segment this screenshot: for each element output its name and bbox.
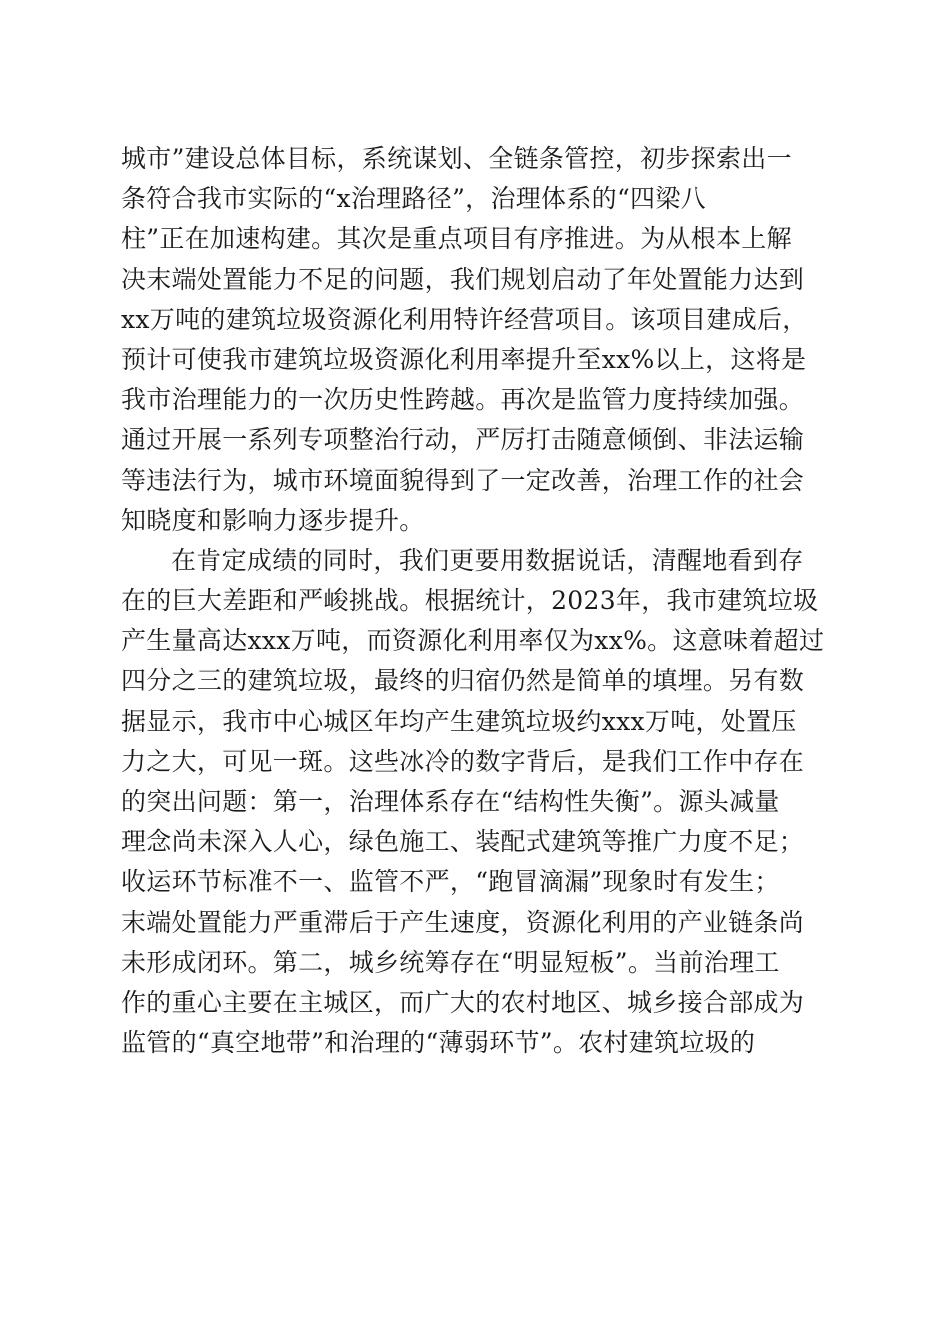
text-line: 未形成闭环。第二，城乡统筹存在“明显短板”。当前治理工 (121, 947, 780, 977)
text-line: 末端处置能力严重滞后于产生速度，资源化利用的产业链条尚 (121, 907, 805, 937)
text-line: 力之大，可见一斑。这些冰冷的数字背后，是我们工作中存在 (121, 746, 805, 776)
text-line: 四分之三的建筑垃圾，最终的归宿仍然是简单的填埋。另有数 (121, 666, 805, 696)
text-line: 的突出问题：第一，治理体系存在“结构性失衡”。源头减量 (121, 787, 780, 816)
text-line: 在的巨大差距和严峻挑战。根据统计，2023年，我市建筑垃圾 (121, 586, 819, 616)
text-line: xx万吨的建筑垃圾资源化利用特许经营项目。该项目建成后， (121, 304, 808, 334)
body-text (121, 139, 827, 1063)
text-line: 预计可使我市建筑垃圾资源化利用率提升至xx%以上，这将是 (121, 344, 807, 374)
text-line: 我市治理能力的一次历史性跨越。再次是监管力度持续加强。 (121, 385, 805, 415)
text-line: 等违法行为，城市环境面貌得到了一定改善，治理工作的社会 (121, 465, 805, 495)
text-line: 在肯定成绩的同时，我们更要用数据说话，清醒地看到存 (171, 545, 804, 575)
text-line: 决末端处置能力不足的问题，我们规划启动了年处置能力达到 (121, 264, 805, 294)
text-line: 城市”建设总体目标，系统谋划、全链条管控，初步探索出一 (121, 144, 792, 173)
text-line: 据显示，我市中心城区年均产生建筑垃圾约xxx万吨，处置压 (121, 706, 797, 736)
text-line: 通过开展一系列专项整治行动，严厉打击随意倾倒、非法运输 (121, 425, 805, 455)
text-line: 知晓度和影响力逐步提升。 (121, 505, 425, 535)
text-line: 条符合我市实际的“x治理路径”，治理体系的“四梁八 (121, 184, 706, 214)
text-line: 作的重心主要在主城区，而广大的农村地区、城乡接合部成为 (121, 987, 805, 1017)
text-line: 柱”正在加速构建。其次是重点项目有序推进。为从根本上解 (121, 224, 792, 254)
paragraph-1 (121, 139, 827, 541)
text-line: 收运环节标准不一、监管不严，“跑冒滴漏”现象时有发生； (121, 867, 780, 897)
paragraph-2 (121, 541, 827, 1063)
text-line: 监管的“真空地带”和治理的“薄弱环节”。农村建筑垃圾的 (121, 1028, 756, 1058)
text-line: 理念尚未深入人心，绿色施工、装配式建筑等推广力度不足； (121, 827, 805, 857)
text-line: 产生量高达xxx万吨，而资源化利用率仅为xx%。这意味着超过 (121, 626, 825, 656)
